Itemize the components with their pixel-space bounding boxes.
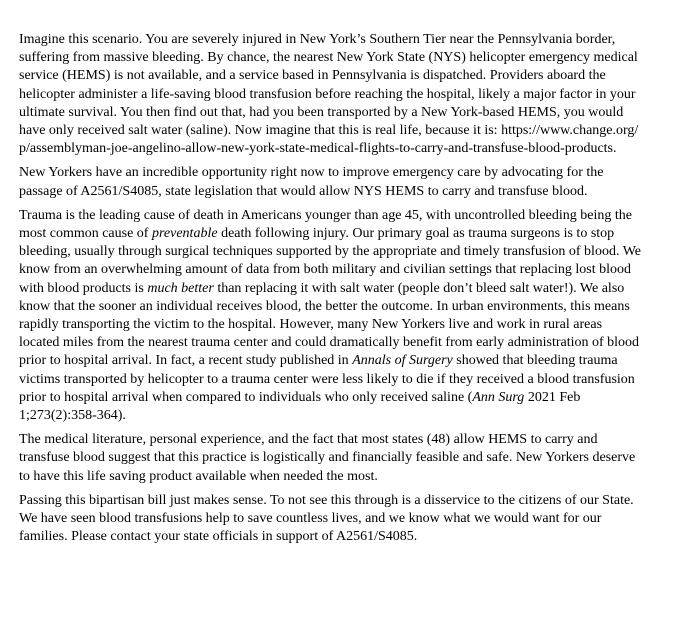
paragraph-scenario	[19, 31, 645, 158]
document-body	[19, 31, 645, 552]
emphasis-preventable: preventable	[151, 226, 218, 242]
emphasis-much-better: much better	[147, 280, 214, 296]
paragraph-text: Imagine this scenario. You are severely injured in New York’s Southern Tier near the Pennsylvania border, suffering from massive bleeding. By chance, the nearest New York State (NYS) helicopter emergency medical service (HEMS) is not available, and a service based in Pennsylvania is dispatched. Providers aboard the helicopter administer a life-saving blood transfusion before reaching the hospital, likely a major factor in your ultimate survival. You then find out that, had you been transported by a New York-based HEMS, you would have only received salt water (saline). Now imagine that this is real life, because it is:	[19, 32, 638, 139]
paragraph-text: New Yorkers have an incredible opportunity right now to improve emergency care by advocating for the passage of A2561/S4085, state legislation that would allow NYS HEMS to carry and transfuse blood.	[19, 165, 604, 199]
paragraph-text: The medical literature, personal experience, and the fact that most states (48) allow HEMS to carry and transfuse blood suggest that this practice is logistically and financially feasible and safe. New Yorkers deserve to have this life saving product available when needed the most.	[19, 432, 636, 484]
citation-details: 2021 Feb 1;273(2):358-364).	[19, 389, 581, 424]
paragraph-literature	[19, 431, 645, 486]
paragraph-text: showed that bleeding trauma victims transported by helicopter to a trauma center were less likely to die if they received a blood transfusion prior to hospital arrival when compared to individuals who only received saline (	[19, 353, 635, 405]
paragraph-text: death following injury. Our primary goal as trauma surgeons is to stop bleeding, usually through surgical techniques supported by the appropriate and timely transfusion of blood. We know from an overwhelming amount of data from both military and civilian settings that replacing lost blood with blood products is	[19, 226, 642, 296]
paragraph-text: than replacing it with salt water (people don’t bleed salt water!). We also know that the sooner an individual receives blood, the better the outcome. In urban environments, this means rapidly transporting the victim to the hospital. However, many New Yorkers live and work in rural areas located miles from the nearest trauma center and could dramatically benefit from early administration of blood prior to hospital arrival. In fact, a recent study published in	[19, 280, 640, 369]
petition-link: https://www.change.org/p/assemblyman-joe-angelino-allow-new-york-state-medical-flights-to-carry-and-transfuse-blood-products.	[19, 123, 639, 157]
citation-journal: Ann Surg	[472, 389, 525, 405]
journal-title: Annals of Surgery	[352, 353, 453, 369]
paragraph-opportunity	[19, 164, 645, 200]
paragraph-text: Trauma is the leading cause of death in Americans younger than age 45, with uncontrolled bleeding being the most common cause of	[19, 207, 632, 242]
paragraph-text: Passing this bipartisan bill just makes sense. To not see this through is a disservice to the citizens of our State. We have seen blood transfusions help to save countless lives, and we know what we would want for our families. Please contact your state officials in support of A2561/S4085.	[19, 492, 634, 545]
paragraph-call-to-action	[19, 492, 645, 547]
paragraph-trauma	[19, 207, 645, 425]
